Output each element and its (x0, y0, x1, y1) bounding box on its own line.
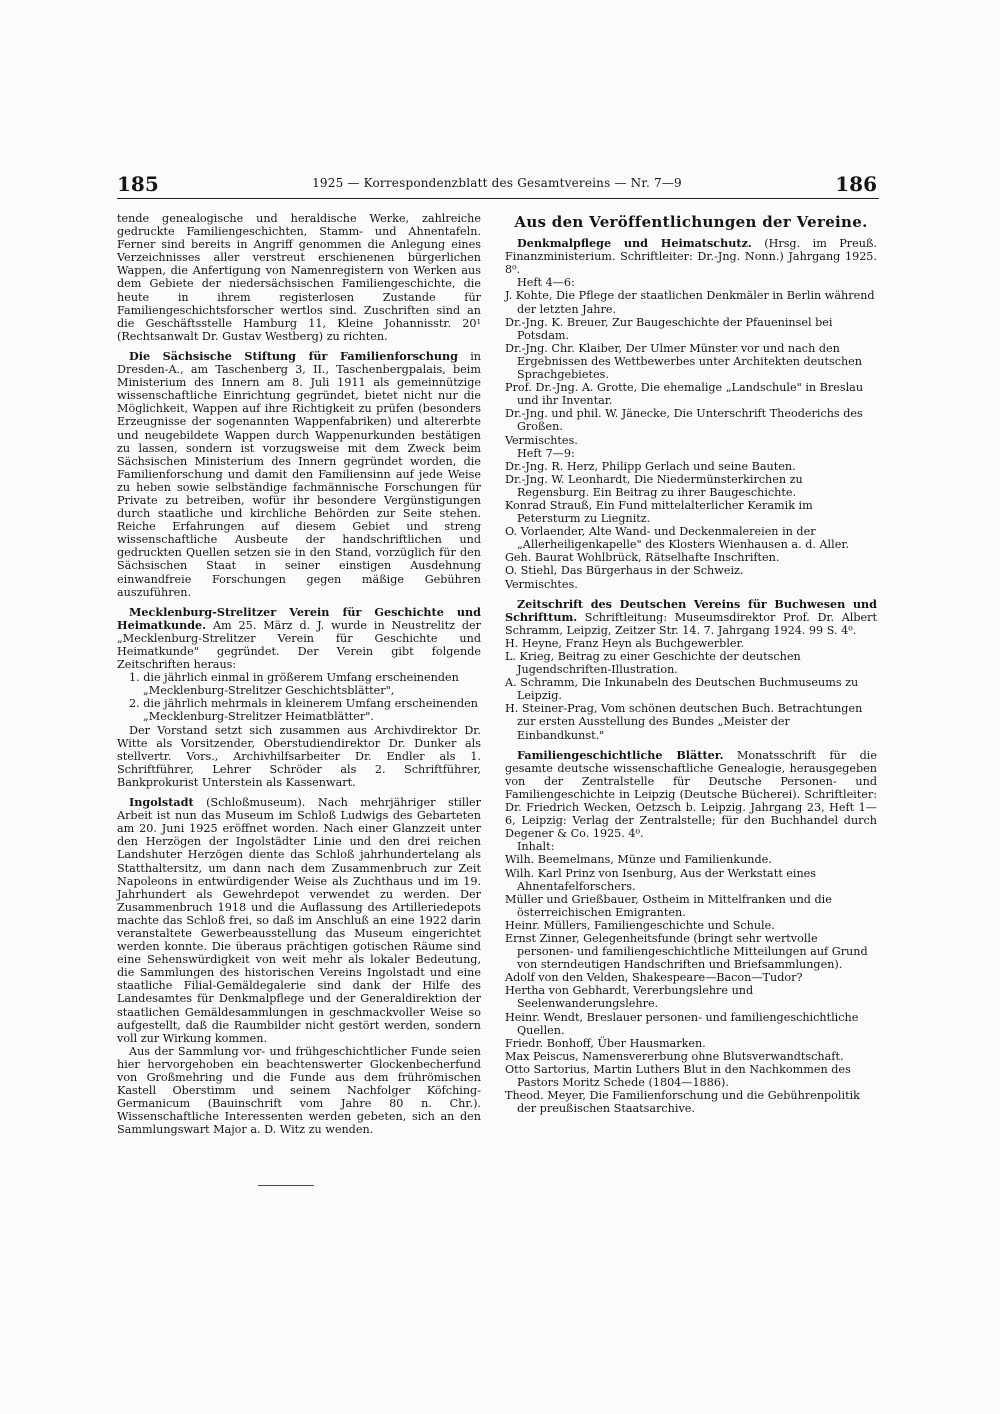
list-item: Dr.-Jng. und phil. W. Jänecke, Die Unterschrift Theoderichs des Großen. (505, 407, 863, 434)
section-mecklenburg (117, 606, 481, 671)
running-title: 1925 — Korrespondenzblatt des Gesamtvereins — Nr. 7—9 (312, 176, 682, 190)
heft-label: Heft 7—9: (517, 446, 575, 460)
list-item: Dr.-Jng. R. Herz, Philipp Gerlach und seine Bauten. (505, 459, 796, 473)
section-heading: Denkmalpflege und Heimatschutz. (517, 236, 752, 251)
section-denkmalpflege (505, 237, 877, 276)
inhalt-label: Inhalt: (517, 840, 555, 854)
header-rule (117, 198, 879, 199)
list-item: Dr.-Jng. W. Leonhardt, Die Niedermünsterkirchen zu Regensburg. Ein Beitrag zu ihrer Baugeschichte. (505, 472, 803, 499)
section-body: (Schloßmuseum). Nach mehrjähriger stiller Arbeit ist nun das Museum im Schloß Ludwigs des Gebarteten am 20. Juni 1925 eröffnet worden. Nach einer Glanzzeit unter den Herzögen der Ingolstädter Linie und den drei reichen Landshuter Herzögen diente das Schloß jahrhundertelang als Statthaltersitz, um dann nach dem Zusammenbruch zur Zeit Napoleons in entwürdigender Weise als Zuchthaus und im 19. Jahrhundert als Gewehrdepot verwendet zu werden. Der Zusammenbruch 1918 und die Auflassung des Artilleriedepots machte das Schloß frei, so daß im Anschluß an eine 1922 darin veranstaltete Gewerbeausstellung das Museum eingerichtet werden konnte. Die überaus prächtigen gotischen Räume sind eine Sehenswürdigkeit von weit mehr als lokaler Bedeutung, die Sammlungen des historischen Vereins Ingolstadt und eine staatliche Filial-Gemäldegalerie sind dank der Hilfe des Landesamtes für Denkmalpflege und der Generaldirektion der staatlichen Gemäldesammlungen in geschmackvoller Weise so aufgestellt, daß die Raumbilder nicht gestört werden, sondern voll zur Wirkung kommen. (117, 796, 481, 1045)
list-item: Max Peiscus, Namensvererbung ohne Blutsverwandtschaft. (505, 1049, 844, 1063)
list-item: Vermischtes. (505, 577, 578, 591)
heft-label: Heft 4—6: (517, 276, 575, 290)
section-ingolstadt (117, 796, 481, 1045)
section-heading: Mecklenburg-Strelitzer Verein für Geschichte und Heimatkunde. (117, 604, 481, 632)
paragraph-niedersachsen-continued: tende genealogische und heraldische Werke, zahlreiche gedruckte Familiengeschichten, Stamm- und Ahnentafeln. Ferner sind bereits in Angriff genommen die Anlegung eines Verzeichnisses aller verstreut erschienenen bürgerlichen Wappen, die Anfertigung von Namenregistern von Werken aus dem Gebiete der niedersächsischen Familiengeschichte, die heute in ihrem registerlosen Zustande für Familiengeschichtsforscher wertlos sind. Zuschriften sind an die Geschäftsstelle Hamburg 11, Kleine Johannisstr. 20¹ (Rechtsanwalt Dr. Gustav Westberg) zu richten. (117, 212, 481, 343)
list-item: A. Schramm, Die Inkunabeln des Deutschen Buchmuseums zu Leipzig. (505, 676, 859, 703)
list-item: 1. die jährlich einmal in größerem Umfang erscheinenden „Mecklenburg-Strelitzer Geschichtsblätter", (129, 671, 459, 698)
list-item: Konrad Strauß, Ein Fund mittelalterlicher Keramik im Petersturm zu Liegnitz. (505, 498, 813, 526)
section-familiengeschichtliche-blaetter (505, 749, 877, 841)
list-item: Vermischtes. (505, 433, 578, 447)
section-title: Aus den Veröffentlichungen der Vereine. (514, 213, 868, 231)
list-item: Heinr. Müllers, Familiengeschichte und Schule. (505, 918, 775, 932)
section-body: Schriftleitung: Museumsdirektor Prof. Dr. Albert Schramm, Leipzig, Zeitzer Str. 14. 7. Jahrgang 1924. 99 S. 4⁰. (505, 610, 877, 637)
section-heading: Die Sächsische Stiftung für Familienforschung (129, 348, 458, 363)
list-item: J. Kohte, Die Pflege der staatlichen Denkmäler in Berlin während der letzten Jahre. (505, 289, 875, 316)
list-item: Theod. Meyer, Die Familienforschung und die Gebührenpolitik der preußischen Staatsarchive. (505, 1089, 860, 1116)
section-saechsische-stiftung (117, 350, 481, 599)
paragraph-vorstand: Der Vorstand setzt sich zusammen aus Archivdirektor Dr. Witte als Vorsitzender, Oberstudiendirektor Dr. Dunker als stellvertr. Vors., Archivhilfsarbeiter Dr. Endler als 1. Schriftführer, Lehrer Schröder als 2. Schriftführer, Bankprokurist Unterstein als Kassenwart. (117, 723, 481, 789)
page-number-right: 186 (835, 172, 877, 196)
list-item: Prof. Dr.-Jng. A. Grotte, Die ehemalige „Landschule" in Breslau und ihr Inventar. (505, 381, 864, 408)
list-item: 2. die jährlich mehrmals in kleinerem Umfang erscheinenden „Mecklenburg-Strelitzer Heimatblätter". (129, 697, 478, 724)
list-item: Wilh. Karl Prinz von Isenburg, Aus der Werkstatt eines Ahnentafelforschers. (505, 866, 817, 893)
list-item: Ernst Zinner, Gelegenheitsfunde (bringt sehr wertvolle personen- und familiengeschichtliche Mitteilungen auf Grund von sterndeutigen Handschriften und Briefsammlungen). (505, 931, 868, 972)
list-item: Friedr. Bonhoff, Über Hausmarken. (505, 1036, 706, 1050)
right-column (505, 212, 877, 1115)
section-body: Monatsschrift für die gesamte deutsche wissenschaftliche Genealogie, herausgegeben von der Zentralstelle für Deutsche Personen- und Familiengeschichte in Leipzig (Deutsche Bücherei). Schriftleiter: Dr. Friedrich Wecken, Oetzsch b. Leipzig. Jahrgang 23, Heft 1—6, Leipzig: Verlag der Zentralstelle; für den Buchhandel durch Degener & Co. 1925. 4⁰. (505, 748, 877, 841)
section-buchwesen (505, 598, 877, 637)
list-item: Otto Sartorius, Martin Luthers Blut in den Nachkommen des Pastors Moritz Schede (1804—1886). (505, 1062, 851, 1089)
list-item: O. Stiehl, Das Bürgerhaus in der Schweiz. (505, 564, 744, 578)
section-heading: Familiengeschichtliche Blätter. (517, 747, 724, 762)
section-heading: Zeitschrift des Deutschen Vereins für Buchwesen und Schrifttum. (505, 596, 877, 624)
section-heading: Ingolstadt (129, 795, 194, 810)
list-item: Müller und Grießbauer, Ostheim in Mittelfranken und die österreichischen Emigranten. (505, 892, 832, 919)
section-body: (Hrsg. im Preuß. Finanzministerium. Schriftleiter: Dr.-Jng. Nonn.) Jahrgang 1925. 8⁰. (505, 237, 878, 277)
page-header (117, 172, 877, 196)
list-item: O. Vorlaender, Alte Wand- und Deckenmalereien in der „Allerheiligenkapelle" des Klosters Wienhausen a. d. Aller. (505, 525, 850, 552)
end-rule (258, 1185, 314, 1186)
list-item: L. Krieg, Beitrag zu einer Geschichte der deutschen Jugendschriften-Illustration. (505, 650, 801, 677)
paragraph-sammlung: Aus der Sammlung vor- und frühgeschichtlicher Funde seien hier hervorgehoben ein beachtenswerter Glockenbecherfund von Großmehring und die Funde aus dem frührömischen Kastell Oberstimm und seinem Nachfolger Köfching-Germanicum (Bauinschrift vom Jahre 80 n. Chr.). Wissenschaftliche Interessenten werden gebeten, sich an den Sammlungswart Major a. D. Witz zu wenden. (117, 1044, 481, 1137)
list-item: H. Steiner-Prag, Vom schönen deutschen Buch. Betrachtungen zur ersten Ausstellung des Bundes „Meister der Einbandkunst." (505, 702, 863, 742)
list-item: Geh. Baurat Wohlbrück, Rätselhafte Inschriften. (505, 551, 780, 565)
list-item: Wilh. Beemelmans, Münze und Familienkunde. (505, 853, 772, 867)
section-body: Am 25. März d. J. wurde in Neustrelitz der „Mecklenburg-Strelitzer Verein für Geschichte und Heimatkunde" gegründet. Der Verein gibt folgende Zeitschriften heraus: (117, 618, 481, 672)
list-item: Adolf von den Velden, Shakespeare—Bacon—Tudor? (505, 971, 803, 985)
left-column (117, 212, 481, 1136)
page-number-left: 185 (117, 172, 159, 196)
list-item: Dr.-Jng. Chr. Klaiber, Der Ulmer Münster vor und nach den Ergebnissen des Wettbewerbes unter Architekten deutschen Sprachgebietes. (505, 341, 862, 382)
list-item: H. Heyne, Franz Heyn als Buchgewerbler. (505, 636, 745, 650)
section-body: in Dresden-A., am Taschenberg 3, II., Taschenbergpalais, beim Ministerium des Innern am 8. Juli 1911 als gemeinnützige wissenschaftliche Einrichtung gegründet, bietet nicht nur die Möglichkeit, Wappen auf ihre Richtigkeit zu prüfen (besonders Erzeugnisse der sogenannten Wappenfabriken) und altererbte und neugebildete Wappen durch Wappenurkunden bestätigen zu lassen, sondern ist vorzugsweise mit dem Zweck beim Sächsischen Ministerium des Innern gegründet worden, die Familienforschung und damit den Familiensinn auf jede Weise zu heben sowie selbständige fachmännische Forschungen für Private zu betreiben, wofür ihr besondere Vergünstigungen durch staatliche und kirchliche Behörden zur Seite stehen. Reiche Erfahrungen auf diesem Gebiet und streng wissenschaftliche Ausbeute der handschriftlichen und gedruckten Quellen setzen sie in den Stand, vorzüglich für den Sächsischen Staat in seiner einstigen Ausdehnung einwandfreie Forschungen gegen mäßige Gebühren auszuführen. (117, 349, 481, 599)
list-item: Heinr. Wendt, Breslauer personen- und familiengeschichtliche Quellen. (505, 1010, 859, 1037)
list-item: Hertha von Gebhardt, Vererbungslehre und Seelenwanderungslehre. (505, 984, 754, 1011)
list-item: Dr.-Jng. K. Breuer, Zur Baugeschichte der Pfaueninsel bei Potsdam. (505, 315, 833, 342)
